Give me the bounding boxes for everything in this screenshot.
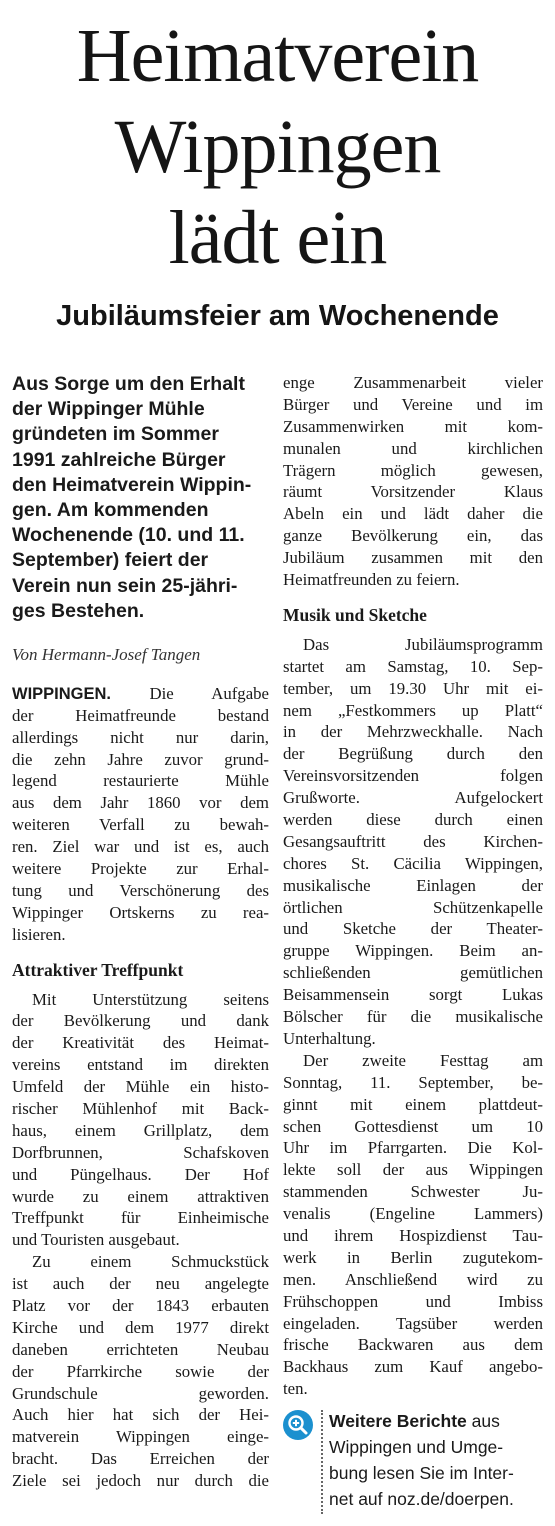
text-line: eingeladen. Tagsüber werden [283, 1313, 543, 1333]
text-line: der Begrüßung durch den [283, 744, 543, 764]
text-line: Unterhaltung. [283, 1028, 376, 1048]
text-line: Das Jubiläumsprogramm [303, 634, 543, 654]
info-line: bung lesen Sie im Inter- [329, 1463, 514, 1483]
text-line: ganze Bevölkerung ein, das [283, 526, 543, 546]
text-line: WIPPINGEN. Die Aufgabe [12, 683, 269, 703]
text-line: Bürger und Vereine und im [283, 394, 543, 414]
text-line: tember, um 19.30 Uhr mit ei- [283, 678, 543, 698]
body-paragraph [12, 683, 269, 946]
body-paragraph [283, 1050, 543, 1400]
lead-line: Verein nun sein 25-jähri- [12, 574, 238, 597]
text-line: der Heimatfreunde bestand [12, 705, 269, 725]
online-reference-text [329, 1408, 545, 1512]
text-line: Grußworte. Aufgelockert [283, 788, 543, 808]
lead-line: gründeten im Sommer [12, 423, 219, 446]
lead-line: der Wippinger Mühle [12, 398, 205, 421]
text-line: und ihrem Hospizdienst Tau- [283, 1225, 543, 1245]
text-line: vereins entstand im direkten [12, 1055, 269, 1075]
text-line: aus dem Jahr 1860 vor dem [12, 793, 269, 813]
text-line: räumt Vorsitzender Klaus [283, 482, 543, 502]
section-heading: Musik und Sketche [283, 604, 427, 625]
info-line: Weitere Berichte aus [329, 1411, 500, 1431]
text-line: lekte soll der aus Wippingen [283, 1160, 543, 1180]
text-line: weiteren Verfall zu bewah- [12, 815, 269, 835]
text-line: werk in Berlin zugutekom- [283, 1247, 543, 1267]
text-line: Vereinsvorsitzenden folgen [283, 766, 543, 786]
text-line: Gesangsauftritt des Kirchen- [283, 831, 543, 851]
text-line: nem „Festkommers up Platt“ [283, 700, 543, 720]
text-line: Frühschoppen und Imbiss [283, 1291, 543, 1311]
body-paragraph [12, 989, 269, 1252]
text-line: Platz vor der 1843 erbauten [12, 1296, 269, 1316]
dotted-divider [321, 1410, 323, 1514]
text-line: ginnt mit einem plattdeut- [283, 1094, 543, 1114]
info-line: Wippingen und Umge- [329, 1437, 504, 1457]
byline: Von Hermann-Josef Tangen [12, 644, 201, 664]
text-line: Auch hier hat sich der Hei- [12, 1405, 269, 1425]
text-line: ren. Ziel war und ist es, auch [12, 837, 269, 857]
text-line: Grundschule geworden. [12, 1383, 269, 1403]
subheadline: Jubiläumsfeier am Wochenende [56, 300, 499, 332]
body-paragraph [283, 634, 543, 1050]
right-column [283, 372, 543, 1400]
text-line: Sonntag, 11. September, be- [283, 1072, 543, 1092]
text-line: Ziele sei jedoch nur durch die [12, 1471, 269, 1491]
left-column [12, 372, 269, 1492]
text-line: rischer Mühlenhof mit Back- [12, 1099, 269, 1119]
text-line: schließenden gemütlichen [283, 963, 543, 983]
text-line: stammenden Schwester Ju- [283, 1182, 543, 1202]
text-line: Der zweite Festtag am [303, 1050, 543, 1070]
text-line: haus, einem Grillplatz, dem [12, 1120, 269, 1140]
text-line: bracht. Das Erreichen der [12, 1449, 269, 1469]
text-line: Trägern möglich gewesen, [283, 460, 543, 480]
lead-line: 1991 zahlreiche Bürger [12, 448, 226, 471]
magnifier-plus-icon [283, 1410, 313, 1440]
text-line: werden diese durch einen [283, 810, 543, 830]
text-line: schen Gottesdienst um 10 [283, 1116, 543, 1136]
lead-line: Wochenende (10. und 11. [12, 524, 245, 547]
text-line: venalis (Engeline Lammers) [283, 1204, 543, 1224]
text-line: Wippinger Ortskerns zu rea- [12, 902, 269, 922]
text-line: ten. [283, 1379, 308, 1399]
text-line: der Bevölkerung und dank [12, 1011, 269, 1031]
body-paragraph [12, 1251, 269, 1492]
text-line: die zehn Jahre zuvor grund- [12, 749, 269, 769]
text-line: allerdings nicht nur darin, [12, 727, 269, 747]
text-line: Beisammensein sorgt Lukas [283, 985, 543, 1005]
text-line: Abeln ein und lädt daher die [283, 504, 543, 524]
lead-line: September) feiert der [12, 549, 209, 572]
text-line: örtlichen Schützenkapelle [283, 897, 543, 917]
text-line: Uhr im Pfarrgarten. Die Kol- [283, 1138, 543, 1158]
text-line: wurde zu einem attraktiven [12, 1186, 269, 1206]
text-line: weitere Projekte zur Erhal- [12, 859, 269, 878]
body-paragraph [283, 372, 543, 591]
text-line: lisieren. [12, 924, 66, 944]
text-line: men. Anschließend wird zu [283, 1269, 543, 1289]
text-line: musikalische Einlagen der [283, 875, 543, 895]
text-line: Umfeld der Mühle ein histo- [12, 1077, 269, 1097]
text-line: gruppe Wippingen. Beim an- [283, 941, 543, 961]
online-reference-box [283, 1408, 545, 1518]
text-line: legend restaurierte Mühle [12, 771, 269, 791]
lead-paragraph [12, 372, 269, 624]
text-line: Treffpunkt für Einheimische [12, 1208, 269, 1228]
text-line: und Püngelhaus. Der Hof [12, 1164, 269, 1184]
dateline: WIPPINGEN. [12, 684, 112, 703]
section-heading: Attraktiver Treffpunkt [12, 959, 184, 980]
text-line: munalen und kirchlichen [283, 438, 543, 458]
text-line: Zusammenwirken mit kom- [283, 416, 543, 436]
text-line: enge Zusammenarbeit vieler [283, 373, 543, 392]
headline-line-1: Heimatverein [76, 14, 479, 98]
headline-line-2: Wippingen [114, 105, 441, 189]
text-line: Jubiläum zusammen mit den [283, 548, 543, 568]
info-line: net auf noz.de/doerpen. [329, 1489, 514, 1509]
lead-line: ges Bestehen. [12, 599, 145, 622]
text-line: Bölscher für die musikalische [283, 1007, 543, 1027]
text-line: daneben errichteten Neubau [12, 1339, 269, 1359]
text-line: Backhaus zum Kauf angebo- [283, 1357, 543, 1377]
text-line: Dorfbrunnen, Schafskoven [12, 1142, 269, 1162]
lead-line: Aus Sorge um den Erhalt [12, 373, 245, 395]
text-line: startet am Samstag, 10. Sep- [283, 656, 543, 676]
text-line: ist auch der neu angelegte [12, 1274, 269, 1294]
lead-line: gen. Am kommenden [12, 498, 209, 521]
text-line: Heimatfreunden zu feiern. [283, 570, 460, 590]
text-line: Zu einem Schmuckstück [32, 1252, 269, 1272]
text-line: und Sketche der Theater- [283, 919, 543, 939]
text-line: matverein Wippingen einge- [12, 1427, 269, 1447]
text-line: Mit Unterstützung seitens [32, 989, 269, 1009]
text-line: der Pfarrkirche sowie der [12, 1361, 269, 1381]
headline-line-3: lädt ein [168, 196, 387, 280]
text-line: der Kreativität des Heimat- [12, 1033, 269, 1053]
text-line: in der Mehrzweckhalle. Nach [283, 722, 543, 742]
text-line: chores St. Cäcilia Wippingen, [283, 853, 543, 873]
text-line: Kirche und dem 1977 direkt [12, 1317, 269, 1337]
text-line: frische Backwaren aus dem [283, 1335, 543, 1355]
text-line: tung und Verschönerung des [12, 880, 269, 900]
lead-line: den Heimatverein Wippin- [12, 473, 252, 496]
text-line: und Touristen ausgebaut. [12, 1230, 180, 1250]
